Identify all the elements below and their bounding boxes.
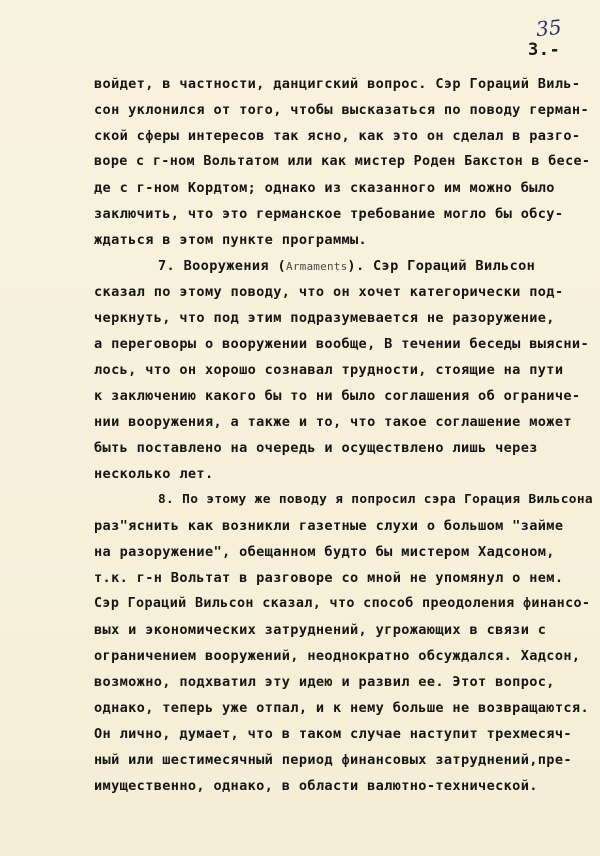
p3-line-8: возможно, подхватил эту идею и развил ее. Этот вопрос, — [94, 674, 555, 690]
p3-line-4: т.к. г-н Вольтат в разговоре со мной не упомянул о нем. — [94, 570, 564, 586]
p3-line-9: однако, теперь уже отпал, и к нему больше не возвращаются. — [94, 700, 589, 716]
p2-line-3: черкнуть, что под этим подразумевается не разоружение, — [94, 310, 555, 326]
p3-line-11: ный или шестимесячный период финансовых затруднений,пре- — [94, 752, 572, 768]
p3-line-10: Он лично, думает, что в таком случае наступит трехмесяч- — [94, 726, 572, 742]
p2-line-5: лось, что он хорошо сознавал трудности, стоящие на пути — [94, 362, 564, 378]
p3-line-12: имущественно, однако, в области валютно-технической. — [94, 778, 538, 794]
p1-line-6: заключить, что это германское требование могло бы обсу- — [94, 206, 564, 222]
p2-heading-before: 7. Вооружения ( — [158, 258, 287, 274]
p2-line-7: нии вооружения, а также и то, что такое соглашение может — [94, 414, 572, 430]
handwritten-page-number: 35 — [534, 14, 563, 42]
p2-line-2: сказал по этому поводу, что он хочет категорически под- — [94, 284, 564, 300]
p1-line-5: де с г-ном Кордтом; однако из сказанного им можно было — [94, 180, 555, 196]
handwritten-insert-armaments: Armaments — [286, 260, 348, 273]
p3-line-3: на разоружение", обещанном будто бы мистером Хадсоном, — [94, 544, 555, 560]
p2-line-4: а переговоры о вооружении вообще, В течении беседы выясни- — [94, 336, 589, 352]
p2-line-1 — [158, 256, 535, 277]
p2-heading-after: ). Сэр Гораций Вильсон — [347, 258, 536, 274]
p3-line-2: раз"яснить как возникли газетные слухи о большом "займе — [94, 518, 564, 534]
p1-line-2: сон уклонился от того, чтобы высказаться по поводу герман- — [94, 102, 589, 118]
p3-line-6: вых и экономических затруднений, угрожающих в связи с — [94, 622, 547, 638]
p1-line-1: войдет, в частности, данцигский вопрос. Сэр Гораций Виль- — [94, 76, 581, 92]
p2-line-8: быть поставлено на очередь и осуществлено лишь через — [94, 440, 538, 456]
p3-line-7: ограничением вооружений, неоднократно обсуждался. Хадсон, — [94, 648, 581, 664]
typed-page-number: 3.- — [528, 40, 561, 60]
p2-line-9: несколько лет. — [94, 466, 214, 482]
p2-line-6: к заключению какого бы то ни было соглашения об ограниче- — [94, 388, 581, 404]
p1-line-3: ской сферы интересов так ясно, как это он сделал в разго- — [94, 128, 581, 144]
p1-line-4: воре с г-ном Вольтатом или как мистер Роден Бакстон в бесе- — [94, 154, 591, 169]
p3-line-5: Сэр Гораций Вильсон сказал, что способ преодоления финансо- — [94, 596, 591, 611]
p3-line-1: 8. По этому же поводу я попросил сэра Горация Вильсона — [158, 492, 593, 507]
p1-line-7: ждаться в этом пункте программы. — [94, 232, 368, 248]
